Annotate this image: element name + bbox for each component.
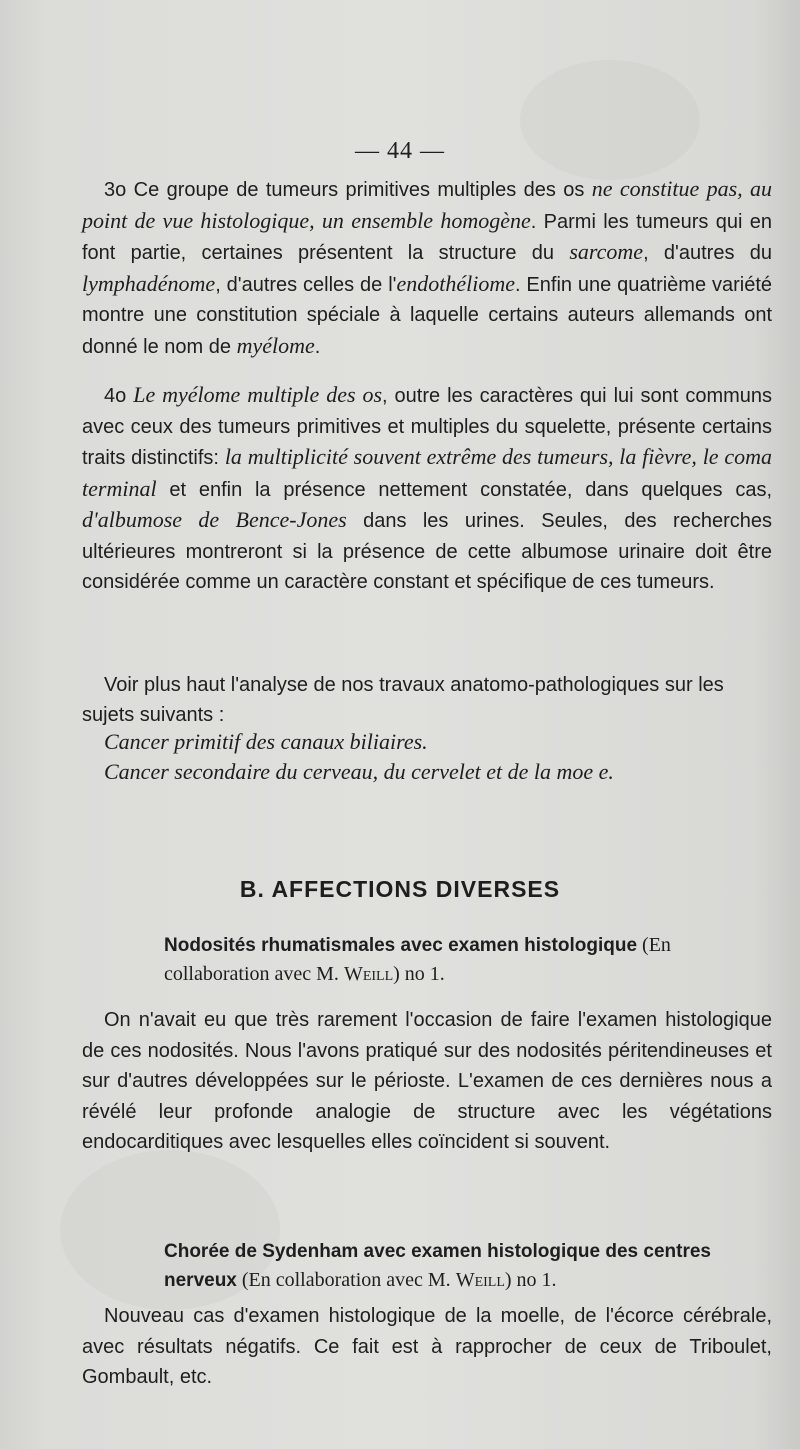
italic-run: Le myélome multiple des os (133, 382, 383, 407)
subject-list-item: Cancer primitif des canaux biliaires. (104, 729, 428, 754)
collaboration-note: (En collaboration avec M. (241, 1269, 451, 1291)
text-run: Ce groupe de tumeurs primitives multiples des os (133, 179, 585, 201)
voir-paragraph: Voir plus haut l'analyse de nos travaux anatomo-pathologiques sur les sujets suivants : (82, 674, 724, 726)
text-run: , d'autres du (643, 242, 772, 264)
italic-run: myélome (236, 332, 315, 358)
collaboration-note: (En collaboration avec M. (164, 934, 671, 985)
italic-run: sarcome (569, 239, 644, 264)
entry-heading-nodosites (164, 931, 772, 989)
text-run: , d'autres celles de l' (215, 273, 397, 296)
italic-run: d'albumose de Bence-Jones (82, 507, 347, 532)
text-run: . Parmi les tumeurs qui en font partie, certaines présentent la structure du (82, 210, 772, 264)
entry-heading-choree (164, 1237, 772, 1295)
entry-body-nodosites: On n'avait eu que très rarement l'occasion de faire l'examen histologique de ces nodosités. Nous l'avons pratiqué sur des nodosités péritendineuses et sur d'autres développées sur le périoste. L'examen de ces dernières nous a révélé leur profonde analogie de structure avec les végétations endocarditiques avec lesquelles elles coïncident si souvent. (82, 1009, 772, 1153)
collaboration-note: ) no 1. (393, 963, 445, 985)
text-run: . Enfin une quatrième variété montre une constitution spéciale à laquelle certains auteurs allemands ont donné le nom de (82, 273, 772, 358)
entry-title: Chorée de Sydenham avec examen histologique des centres nerveux (164, 1241, 711, 1291)
text-run: , outre les caractères qui lui sont communs avec ceux des tumeurs primitives et multiples du squelette, présente certains traits distinctifs: (82, 385, 773, 469)
text-run: et enfin la présence nettement constatée, dans quelques cas, (169, 478, 772, 501)
italic-run: endothéliome (396, 270, 515, 296)
entry-title: Nodosités rhumatismales avec examen histologique (164, 935, 638, 956)
paragraph-3 (82, 174, 772, 362)
entry-body-choree: Nouveau cas d'examen histologique de la moelle, de l'écorce cérébrale, avec résultats négatifs. Ce fait est à rapprocher de ceux de Triboulet, Gombault, etc. (82, 1305, 772, 1388)
text-run: dans les urines. Seules, des recherches ultérieures montreront si la présence de cette albumose urinaire doit être considérée comme un caractère constant et spécifique de ces tumeurs. (82, 510, 772, 593)
section-heading: B. AFFECTIONS DIVERSES (239, 876, 561, 902)
item-number: 4o (104, 385, 127, 407)
italic-run: lymphadénome (82, 270, 216, 296)
italic-run: la multiplicité souvent extrême des tumeurs, la fièvre, le coma terminal (82, 444, 772, 501)
paragraph-4 (82, 380, 772, 598)
collaboration-note: ) no 1. (504, 1269, 557, 1291)
author-name: Weill (455, 1269, 505, 1291)
italic-run: ne constitue pas, au point de vue histologique, un ensemble homogène (82, 176, 773, 233)
page-number: — 44 — (355, 138, 445, 164)
subject-list-item: Cancer secondaire du cerveau, du cervelet et de la moe e. (104, 759, 614, 784)
item-number: 3o (104, 179, 127, 201)
text-run: . (314, 335, 321, 358)
author-name: Weill (343, 963, 394, 985)
